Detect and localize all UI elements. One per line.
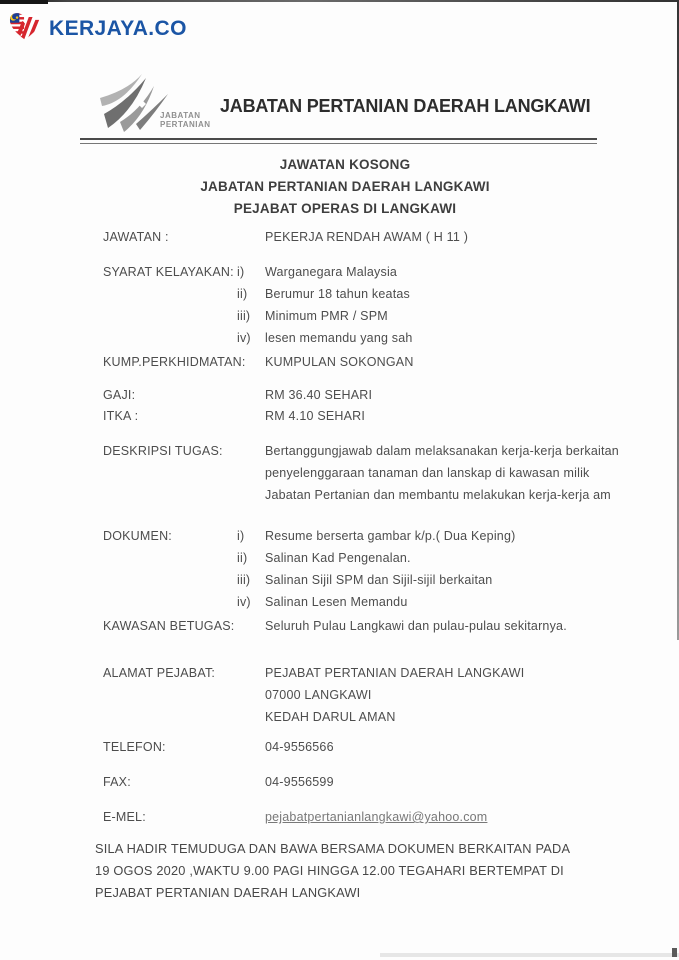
field-kump-value: KUMPULAN SOKONGAN <box>265 355 414 369</box>
field-gaji-label: GAJI: <box>103 388 136 402</box>
field-dokumen-label: DOKUMEN: <box>103 529 172 543</box>
svg-text:PERTANIAN: PERTANIAN <box>160 120 211 129</box>
field-kawasan-label: KAWASAN BETUGAS: <box>103 619 235 633</box>
item-numeral: iv) <box>237 331 251 345</box>
site-logo-text: KERJAYA.CO <box>49 17 187 40</box>
deskripsi-lines <box>265 440 619 506</box>
scan-smudge-bottom <box>380 953 679 957</box>
item-numeral: iii) <box>237 309 251 323</box>
scan-corner-mark <box>672 948 677 957</box>
alamat-lines <box>265 662 524 728</box>
syarat-items <box>237 261 413 349</box>
field-syarat-label: SYARAT KELAYAKAN: <box>103 265 234 279</box>
field-telefon-label: TELEFON: <box>103 740 166 754</box>
field-gaji-value: RM 36.40 SEHARI <box>265 388 373 402</box>
notice-line: SILA HADIR TEMUDUGA DAN BAWA BERSAMA DOKUMEN BERKAITAN PADA <box>95 841 571 856</box>
list-item <box>237 569 515 591</box>
email-link: pejabatpertanianlangkawi@yahoo.com <box>265 810 488 824</box>
scan-edge-top <box>0 0 679 2</box>
svg-text:JABATAN: JABATAN <box>160 111 201 120</box>
field-telefon-value: 04-9556566 <box>265 740 334 754</box>
field-fax-value: 04-9556599 <box>265 775 334 789</box>
item-text: Resume berserta gambar k/p.( Dua Keping) <box>265 529 516 543</box>
list-item <box>237 525 515 547</box>
item-text: Salinan Kad Pengenalan. <box>265 551 411 565</box>
text-line: Bertanggungjawab dalam melaksanakan kerja-kerja berkaitan <box>265 444 619 458</box>
text-line: PEJABAT PERTANIAN DAERAH LANGKAWI <box>265 666 525 680</box>
notice-line: PEJABAT PERTANIAN DAERAH LANGKAWI <box>95 885 361 900</box>
list-item <box>237 283 413 305</box>
item-numeral: iii) <box>237 573 251 587</box>
item-numeral: iv) <box>237 595 251 609</box>
letterhead-divider <box>80 138 597 144</box>
list-item <box>237 327 413 349</box>
item-numeral: i) <box>237 529 245 543</box>
field-jawatan-value: PEKERJA RENDAH AWAM ( H 11 ) <box>265 230 469 244</box>
field-kawasan-value: Seluruh Pulau Langkawi dan pulau-pulau sekitarnya. <box>265 619 567 633</box>
item-numeral: ii) <box>237 551 248 565</box>
text-line: KEDAH DARUL AMAN <box>265 710 396 724</box>
field-jawatan-label: JAWATAN : <box>103 230 169 244</box>
dokumen-items <box>237 525 515 613</box>
field-itka-value: RM 4.10 SEHARI <box>265 409 366 423</box>
field-emel-label: E-MEL: <box>103 810 146 824</box>
heading-line-1: JAWATAN KOSONG <box>279 157 411 172</box>
list-item <box>237 591 515 613</box>
document-heading <box>90 154 600 220</box>
item-text: lesen memandu yang sah <box>265 331 413 345</box>
item-text: Warganegara Malaysia <box>265 265 398 279</box>
jabatan-pertanian-logo-icon <box>98 66 220 136</box>
item-numeral: i) <box>237 265 245 279</box>
letterhead-title: JABATAN PERTANIAN DAERAH LANGKAWI <box>220 96 591 116</box>
scan-edge-top-left <box>0 0 48 4</box>
item-text: Salinan Lesen Memandu <box>265 595 408 609</box>
text-line: penyelenggaraan tanaman dan lanskap di kawasan milik <box>265 466 590 480</box>
field-itka-label: ITKA : <box>103 409 139 423</box>
item-text: Minimum PMR / SPM <box>265 309 388 323</box>
notice-line: 19 OGOS 2020 ,WAKTU 9.00 PAGI HINGGA 12.00 TEGAHARI BERTEMPAT DI <box>95 863 564 878</box>
malaysia-heart-flag-icon <box>8 11 42 47</box>
list-item <box>237 261 413 283</box>
text-line: Jabatan Pertanian dan membantu melakukan kerja-kerja am <box>265 488 611 502</box>
item-text: Salinan Sijil SPM dan Sijil-sijil berkaitan <box>265 573 493 587</box>
list-item <box>237 547 515 569</box>
field-kump-label: KUMP.PERKHIDMATAN: <box>103 355 246 369</box>
list-item <box>237 305 413 327</box>
item-numeral: ii) <box>237 287 248 301</box>
site-logo[interactable] <box>8 11 187 47</box>
heading-line-2: JABATAN PERTANIAN DAERAH LANGKAWI <box>200 179 490 194</box>
heading-line-3: PEJABAT OPERAS DI LANGKAWI <box>233 201 457 216</box>
interview-notice <box>95 838 615 904</box>
field-alamat-label: ALAMAT PEJABAT: <box>103 666 216 680</box>
item-text: Berumur 18 tahun keatas <box>265 287 410 301</box>
field-fax-label: FAX: <box>103 775 131 789</box>
field-deskripsi-label: DESKRIPSI TUGAS: <box>103 444 223 458</box>
text-line: 07000 LANGKAWI <box>265 688 372 702</box>
